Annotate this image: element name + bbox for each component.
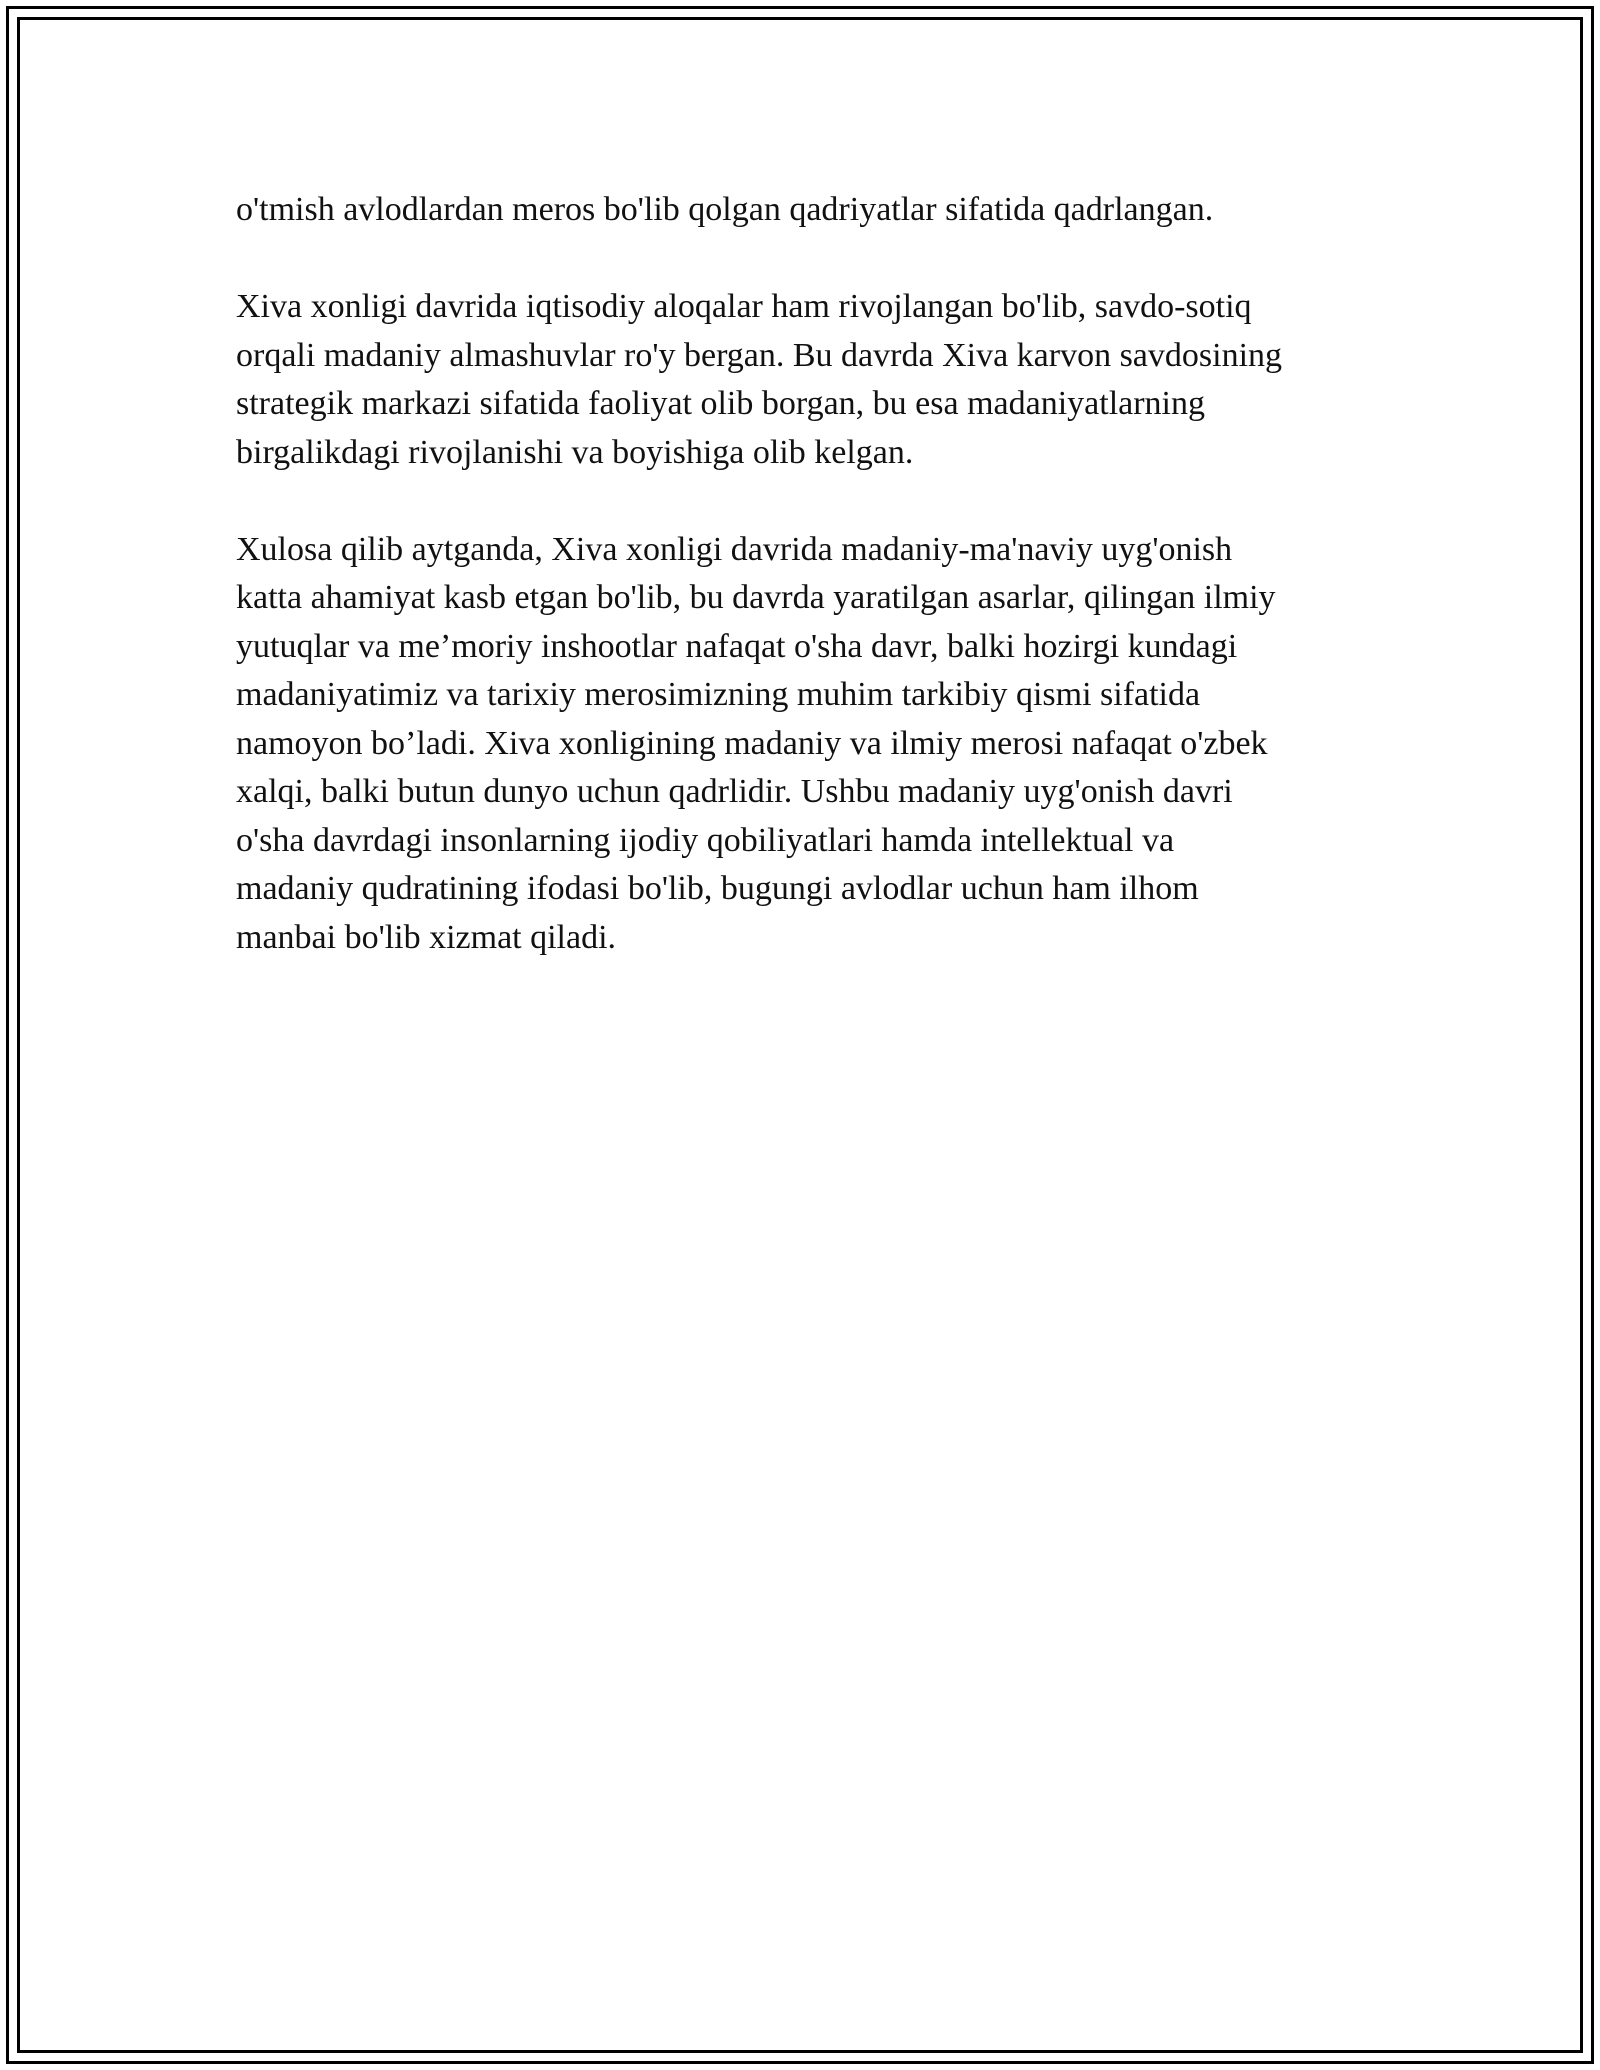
text-line: o'tmish avlodlardan meros bo'lib qolgan qadriyatlar sifatida qadrlangan. [236,191,1214,228]
paragraph-2 [236,283,1416,477]
text-line: katta ahamiyat kasb etgan bo'lib, bu davrda yaratilgan asarlar, qilingan ilmiy [236,579,1276,616]
text-line: madaniy qudratining ifodasi bo'lib, bugungi avlodlar uchun ham ilhom [236,870,1199,907]
text-line: birgalikdagi rivojlanishi va boyishiga olib kelgan. [236,433,914,471]
paragraph-1 [236,186,1416,235]
text-line: Xiva xonligi davrida iqtisodiy aloqalar ham rivojlangan bo'lib, savdo-sotiq [236,288,1252,325]
text-line: orqali madaniy almashuvlar ro'y bergan. Bu davrda Xiva karvon savdosining [236,336,1283,374]
text-line: yutuqlar va me’moriy inshootlar nafaqat o'sha davr, balki hozirgi kundagi [236,627,1238,665]
text-line: o'sha davrdagi insonlarning ijodiy qobiliyatlari hamda intellektual va [236,821,1175,859]
paragraph-gap [236,477,1416,526]
text-line: Xulosa qilib aytganda, Xiva xonligi davrida madaniy-ma'naviy uyg'onish [236,530,1233,568]
text-line: namoyon bo’ladi. Xiva xonligining madaniy va ilmiy merosi nafaqat o'zbek [236,724,1268,762]
text-line: strategik markazi sifatida faoliyat olib borgan, bu esa madaniyatlarning [236,385,1205,422]
paragraph-gap [236,235,1416,284]
text-line: madaniyatimiz va tarixiy merosimizning muhim tarkibiy qismi sifatida [236,676,1201,713]
text-line: xalqi, balki butun dunyo uchun qadrlidir. Ushbu madaniy uyg'onish davri [236,773,1233,810]
document-body [236,186,1416,962]
text-line: manbai bo'lib xizmat qiladi. [236,918,617,956]
paragraph-3 [236,526,1416,963]
